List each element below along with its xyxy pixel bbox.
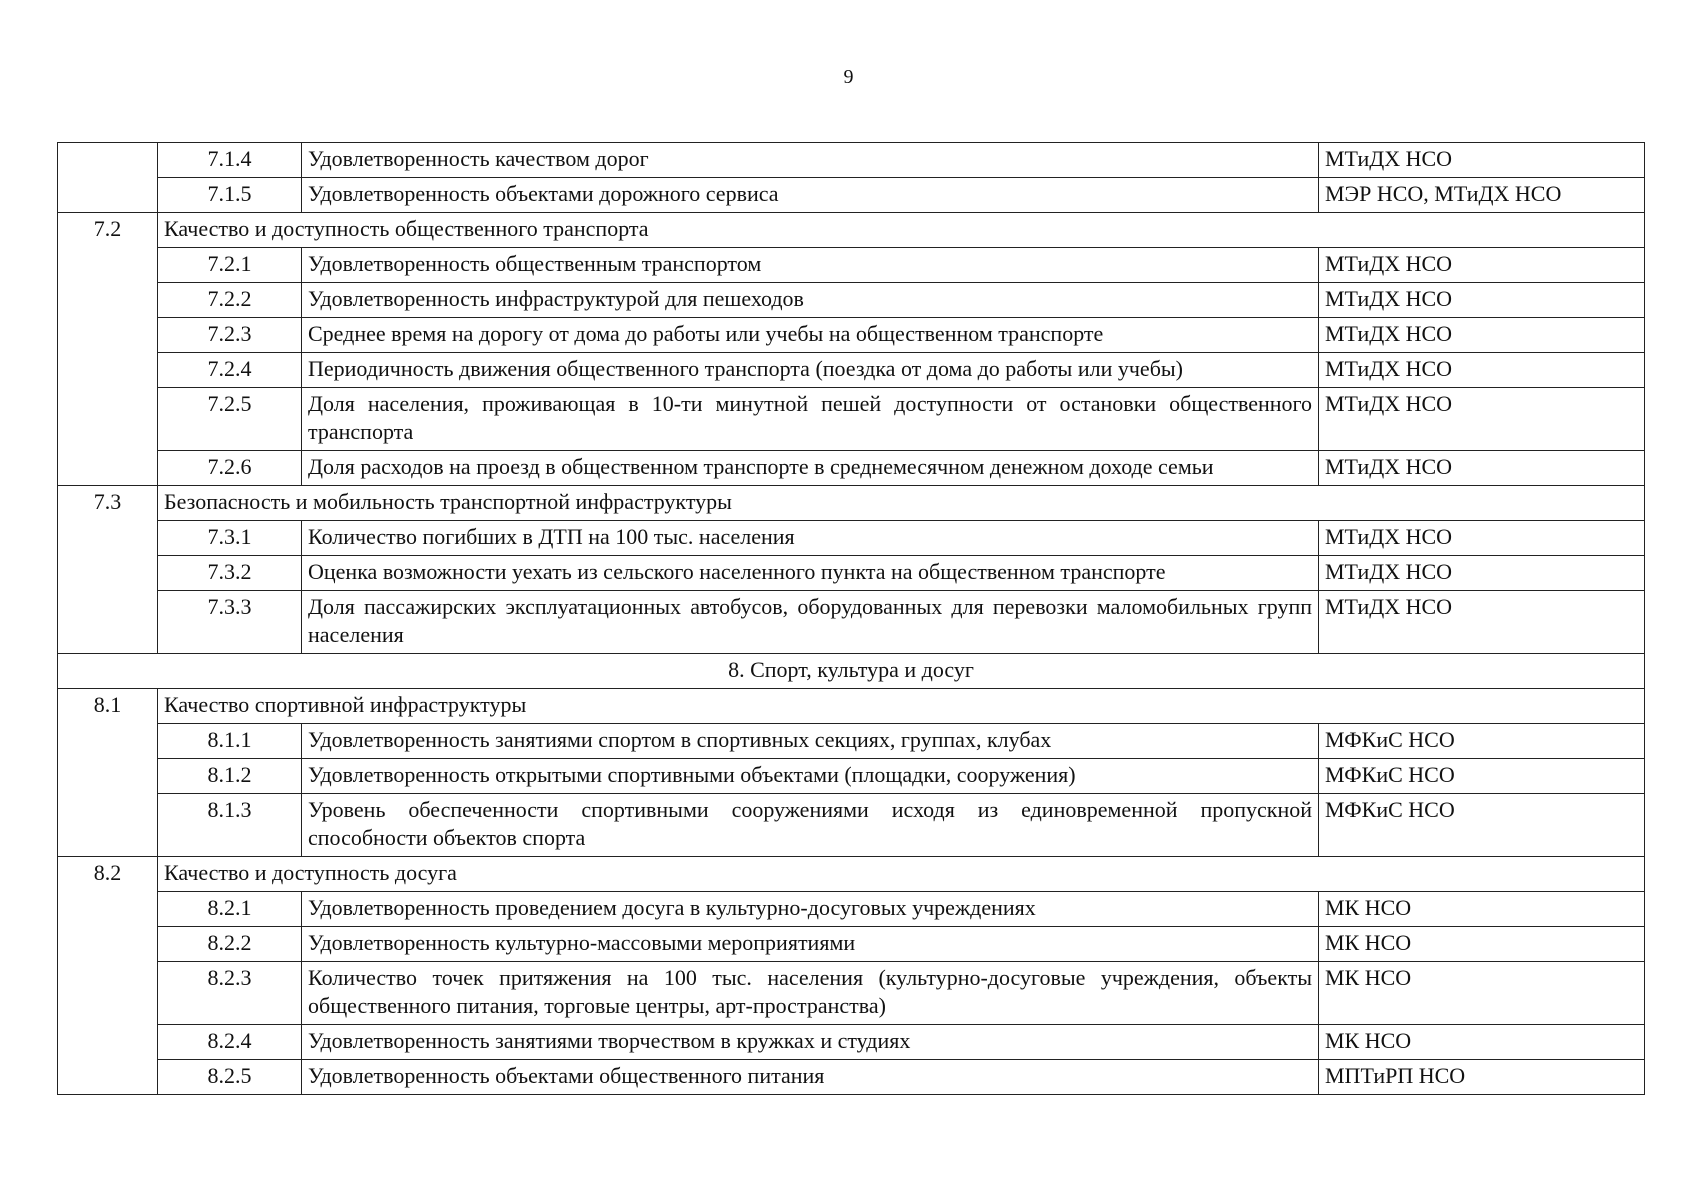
indicator-text: Доля пассажирских эксплуатационных автобусов, оборудованных для перевозки маломобильных групп населения: [302, 591, 1319, 654]
indicator-text: Количество точек притяжения на 100 тыс. населения (культурно-досуговые учреждения, объекты общественного питания, торговые центры, арт-пространства): [302, 962, 1319, 1025]
responsible-org: МТиДХ НСО: [1319, 388, 1645, 451]
indicator-text: Удовлетворенность объектами общественного питания: [302, 1060, 1319, 1095]
table-row: [58, 451, 1645, 486]
indicators-table: [57, 142, 1645, 1095]
responsible-org: МТиДХ НСО: [1319, 248, 1645, 283]
table-row: [58, 143, 1645, 178]
section-title: Безопасность и мобильность транспортной инфраструктуры: [158, 486, 1645, 521]
responsible-org: МПТиРП НСО: [1319, 1060, 1645, 1095]
indicator-text: Доля расходов на проезд в общественном транспорте в среднемесячном денежном доходе семьи: [302, 451, 1319, 486]
responsible-org: МТиДХ НСО: [1319, 591, 1645, 654]
indicator-code: 7.2.4: [158, 353, 302, 388]
table-row: [58, 1060, 1645, 1095]
indicator-code: 7.2.2: [158, 283, 302, 318]
indicator-code: 7.2.5: [158, 388, 302, 451]
section-number: 7.2: [58, 213, 158, 486]
indicator-code: 7.3.1: [158, 521, 302, 556]
table-row: [58, 556, 1645, 591]
section-row: [58, 486, 1645, 521]
indicator-code: 7.3.2: [158, 556, 302, 591]
indicator-text: Количество погибших в ДТП на 100 тыс. населения: [302, 521, 1319, 556]
table-row: [58, 724, 1645, 759]
table-row: [58, 178, 1645, 213]
responsible-org: МТиДХ НСО: [1319, 556, 1645, 591]
indicator-code: 8.1.3: [158, 794, 302, 857]
table-row: [58, 248, 1645, 283]
indicator-code: 7.1.5: [158, 178, 302, 213]
indicator-text: Уровень обеспеченности спортивными сооружениями исходя из единовременной пропускной способности объектов спорта: [302, 794, 1319, 857]
responsible-org: МТиДХ НСО: [1319, 521, 1645, 556]
section-number: 8.2: [58, 857, 158, 1095]
table-row: [58, 794, 1645, 857]
indicator-code: 8.2.4: [158, 1025, 302, 1060]
section-title: Качество спортивной инфраструктуры: [158, 689, 1645, 724]
responsible-org: МК НСО: [1319, 927, 1645, 962]
table-row: [58, 962, 1645, 1025]
section-row: [58, 857, 1645, 892]
table-row: [58, 353, 1645, 388]
section-row: [58, 213, 1645, 248]
responsible-org: МТиДХ НСО: [1319, 283, 1645, 318]
indicator-text: Удовлетворенность открытыми спортивными объектами (площадки, сооружения): [302, 759, 1319, 794]
responsible-org: МК НСО: [1319, 892, 1645, 927]
indicator-code: 8.1.1: [158, 724, 302, 759]
indicator-code: 7.1.4: [158, 143, 302, 178]
indicator-code: 8.2.3: [158, 962, 302, 1025]
section-number: 8.1: [58, 689, 158, 857]
indicator-text: Среднее время на дорогу от дома до работы или учебы на общественном транспорте: [302, 318, 1319, 353]
indicator-code: 7.2.3: [158, 318, 302, 353]
indicator-text: Удовлетворенность культурно-массовыми мероприятиями: [302, 927, 1319, 962]
table-row: [58, 927, 1645, 962]
chapter-row: [58, 654, 1645, 689]
indicator-text: Доля населения, проживающая в 10-ти минутной пешей доступности от остановки общественного транспорта: [302, 388, 1319, 451]
indicator-code: 7.2.1: [158, 248, 302, 283]
responsible-org: МК НСО: [1319, 962, 1645, 1025]
indicator-text: Удовлетворенность общественным транспортом: [302, 248, 1319, 283]
table-row: [58, 591, 1645, 654]
responsible-org: МТиДХ НСО: [1319, 451, 1645, 486]
responsible-org: МТиДХ НСО: [1319, 143, 1645, 178]
indicator-code: 7.3.3: [158, 591, 302, 654]
indicator-code: 7.2.6: [158, 451, 302, 486]
indicator-text: Оценка возможности уехать из сельского населенного пункта на общественном транспорте: [302, 556, 1319, 591]
section-title: Качество и доступность досуга: [158, 857, 1645, 892]
indicator-text: Удовлетворенность занятиями творчеством в кружках и студиях: [302, 1025, 1319, 1060]
responsible-org: МТиДХ НСО: [1319, 353, 1645, 388]
section-number: 7.3: [58, 486, 158, 654]
indicator-text: Удовлетворенность занятиями спортом в спортивных секциях, группах, клубах: [302, 724, 1319, 759]
table-row: [58, 759, 1645, 794]
table-row: [58, 892, 1645, 927]
responsible-org: МФКиС НСО: [1319, 759, 1645, 794]
responsible-org: МЭР НСО, МТиДХ НСО: [1319, 178, 1645, 213]
section-title: Качество и доступность общественного транспорта: [158, 213, 1645, 248]
chapter-title: 8. Спорт, культура и досуг: [58, 654, 1645, 689]
section-number-cell: [58, 143, 158, 213]
indicator-text: Удовлетворенность объектами дорожного сервиса: [302, 178, 1319, 213]
indicator-code: 8.2.5: [158, 1060, 302, 1095]
table-row: [58, 388, 1645, 451]
indicator-code: 8.2.2: [158, 927, 302, 962]
table-row: [58, 1025, 1645, 1060]
indicator-text: Удовлетворенность качеством дорог: [302, 143, 1319, 178]
table-row: [58, 521, 1645, 556]
indicator-text: Периодичность движения общественного транспорта (поездка от дома до работы или учебы): [302, 353, 1319, 388]
indicator-code: 8.2.1: [158, 892, 302, 927]
responsible-org: МК НСО: [1319, 1025, 1645, 1060]
responsible-org: МФКиС НСО: [1319, 794, 1645, 857]
table-row: [58, 283, 1645, 318]
page-number: 9: [843, 66, 854, 88]
section-row: [58, 689, 1645, 724]
table-row: [58, 318, 1645, 353]
responsible-org: МТиДХ НСО: [1319, 318, 1645, 353]
indicator-text: Удовлетворенность инфраструктурой для пешеходов: [302, 283, 1319, 318]
responsible-org: МФКиС НСО: [1319, 724, 1645, 759]
indicator-text: Удовлетворенность проведением досуга в культурно-досуговых учреждениях: [302, 892, 1319, 927]
indicator-code: 8.1.2: [158, 759, 302, 794]
